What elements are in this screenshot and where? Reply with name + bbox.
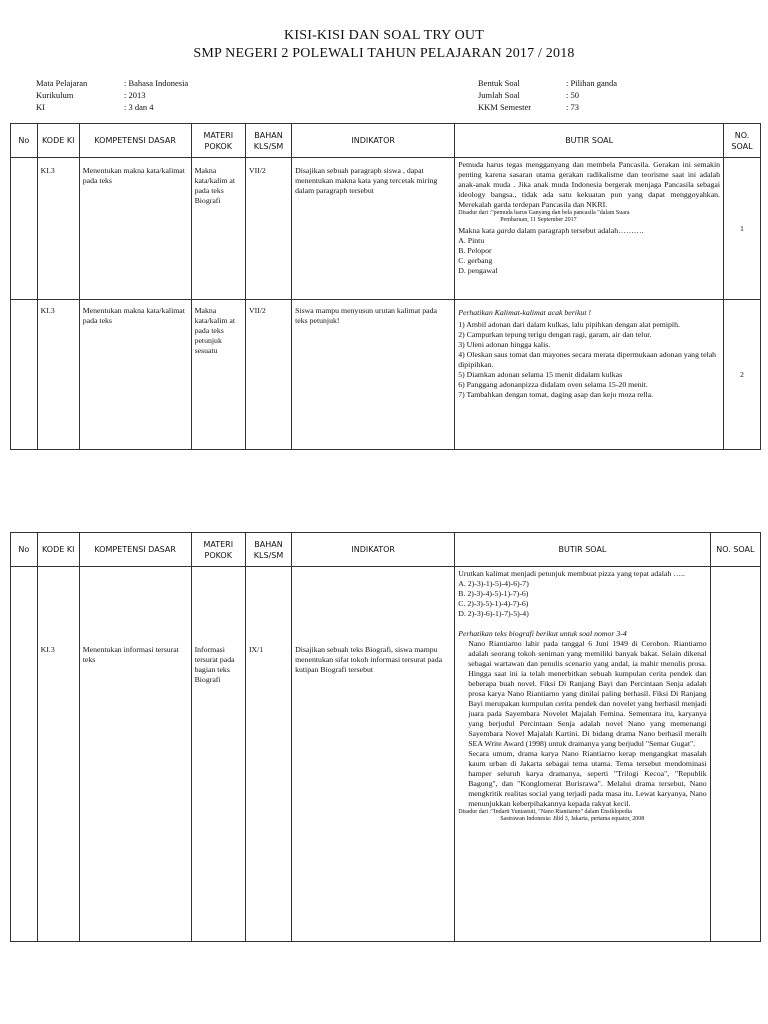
soal-source: Pembaruan, 11 September 2017	[500, 217, 577, 223]
kisi-table-2	[10, 532, 761, 942]
table-row	[11, 158, 761, 300]
step-item: 6) Panggang adonanpizza didalam oven selama 15-20 menit.	[458, 380, 648, 389]
cell-indikator: Siswa mampu menyusun urutan kalimat pada teks petunjuk!	[292, 300, 455, 450]
col-header: No	[11, 533, 38, 567]
meta-row	[478, 101, 617, 113]
col-header: NO. SOAL	[724, 124, 761, 158]
cell-bahan: VII/2	[245, 300, 291, 450]
cell-materi: Makna kata/kalim at pada teks petunjuk sesuatu	[191, 300, 245, 450]
meta-value: : Pilihan ganda	[566, 78, 617, 88]
meta-row	[36, 89, 188, 101]
col-header: INDIKATOR	[292, 533, 455, 567]
cell-materi: Informasi tersurat pada bagian teks Biografi	[191, 567, 245, 942]
cell-indikator: Disajikan sebuah paragraph siswa , dapat menentukan makna kata yang tercetak miring dalam paragraph tersebut	[292, 158, 455, 300]
meta-value: : 73	[566, 102, 579, 112]
meta-key: Mata Pelajaran	[36, 78, 88, 88]
meta-row	[36, 77, 188, 89]
document-title-1: KISI-KISI DAN SOAL TRY OUT	[284, 28, 484, 43]
step-item: 3) Uleni adonan hingga kalis.	[458, 340, 551, 349]
cell-no-soal: 1	[724, 158, 761, 300]
cell-butir-soal	[455, 158, 724, 300]
meta-key: Kurikulum	[36, 90, 74, 100]
meta-key: KKM Semester	[478, 102, 532, 112]
kisi-table-1	[10, 123, 761, 450]
col-header: MATERI POKOK	[191, 124, 245, 158]
option-item: B. 2)-3)-4)-5)-1)-7)-6)	[458, 589, 529, 598]
col-header: KOMPETENSI DASAR	[79, 533, 191, 567]
meta-value: : Bahasa Indonesia	[124, 78, 189, 88]
col-header: BUTIR SOAL	[455, 533, 710, 567]
step-item: 2) Campurkan tepung terigu dengan ragi, garam, air dan telur.	[458, 330, 652, 339]
cell-no-soal	[710, 567, 760, 942]
cell-bahan: IX/1	[245, 567, 291, 942]
col-header: BUTIR SOAL	[455, 124, 724, 158]
cell-no	[11, 158, 38, 300]
option-item: D. 2)-3)-6)-1)-7)-5)-4)	[458, 609, 529, 618]
option-item: B. Pelopor	[458, 246, 492, 255]
col-header: No	[11, 124, 38, 158]
cell-butir-soal	[455, 300, 724, 450]
col-header: BAHAN KLS/SM	[245, 533, 291, 567]
document-title-2: SMP NEGERI 2 POLEWALI TAHUN PELAJARAN 2017 / 2018	[193, 46, 575, 61]
cell-no	[11, 567, 38, 942]
cell-materi: Makna kata/kalim at pada teks Biografi	[191, 158, 245, 300]
cell-kompetensi: Menentukan makna kata/kalimat pada teks	[79, 158, 191, 300]
col-header: MATERI POKOK	[191, 533, 245, 567]
cell-no-soal: 2	[724, 300, 761, 450]
col-header: KOMPETENSI DASAR	[79, 124, 191, 158]
question-text: dalam paragraph tersebut adalah……….	[515, 226, 644, 235]
soal-heading: Perhatikan Kalimat-kalimat acak berikut !	[458, 308, 592, 317]
soal-question: Urutkan kalimat menjadi petunjuk membuat pizza yang tepat adalah …..	[458, 569, 685, 578]
meta-right	[478, 77, 617, 113]
soal-source: Disadur dari :"Indarti Yuniastuti, "Nano Riantiarno" dalam Ensiklopedia	[458, 809, 632, 815]
meta-row	[478, 89, 617, 101]
step-item: 5) Diamkan adonan selama 15 menit didalam kulkas	[458, 370, 623, 379]
cell-kode: KI.3	[37, 567, 79, 942]
soal-source: Sastrawan Indonesia: Jilid 3, Jakarta, pertama equator, 2008	[500, 816, 645, 822]
question-keyword: garda	[496, 226, 516, 235]
col-header: KODE KI	[37, 124, 79, 158]
meta-key: KI	[36, 102, 45, 112]
cell-butir-soal	[455, 567, 710, 942]
step-item: 4) Oleskan saus tomat dan mayones secara merata dipermukaan adonan yang telah dipipihkan.	[458, 350, 717, 369]
cell-kompetensi: Menentukan makna kata/kalimat pada teks	[79, 300, 191, 450]
cell-bahan: VII/2	[245, 158, 291, 300]
option-item: A. Pintu	[458, 236, 485, 245]
header-row	[11, 124, 761, 158]
col-header: NO. SOAL	[710, 533, 760, 567]
cell-kode: KI.3	[37, 300, 79, 450]
biografi-paragraph: Secara umum, drama karya Nano Riantiarno kerap mengangkat masalah kaum urban di Jakarta sebagai tema utama. Tema tersebut mendominasi hamper seluruh karya dramanya, seperti "Trilogi Kecoa", "Republik Bagong", dan "Konglomerat Burisrawa". Melalui drama tersebut, Nano mengkritik realitas social yang terjadi pada masa itu. Lewat karyanya, Nano menunjukkan keberpihakannya kepada rakyat kecil.	[468, 749, 707, 808]
step-item: 7) Tambahkan dengan tomat, daging asap dan keju moza rella.	[458, 390, 654, 399]
cell-indikator: Disajikan sebuah teks Biografi, siswa mampu menentukan sifat tokoh informasi tersurat pada kutipan Biografi tersebut	[292, 567, 455, 942]
cell-no	[11, 300, 38, 450]
option-item: A. 2)-3)-1)-5)-4)-6)-7)	[458, 579, 529, 588]
soal-heading: Perhatikan teks biografi berikut untuk soal nomor 3-4	[458, 629, 627, 638]
biografi-paragraph: Nano Riantiarno lahir pada tanggal 6 Juni 1949 di Cerobon. Riantiarno adalah seorang tokoh seniman yang memiliki banyak bakat. Selain dikenal sebagai wartawan dan penulis scenario yang andal, ia mahir menulis prosa. Hingga saat ini ia telah menerbitkan sebuah kumpulan cerita pendek dan beberapa buah novel. Fiksi Di Ranjang Bayi dan Percintaan Senja adalah prosa karya Nano Riantiarno yang dinilai paling berhasil. Fiksi Di Ranjang Bayi merupakan kumpulan cerita pendek dan novelet yang berhasil menjadi juara pada Sayembara Novelet Majalah Femina. Sementara itu, karyanya yang berjudul Percintaan Senja adalah novel Nano yang memenangi Sayembara Novel Majalah Kartini. Di bidang drama Nano berhasil meraih SEA Write Award (1998) untuk dramanya yang berjudul "Semar Gugat".	[468, 639, 707, 748]
soal-source: Disadur dari :"pemuda harus Ganyang dan bela pancasila "dalam Suara	[458, 210, 630, 216]
option-item: C. 2)-3)-5)-1)-4)-7)-6)	[458, 599, 529, 608]
meta-key: Bentuk Soal	[478, 78, 520, 88]
option-item: C. gerbang	[458, 256, 493, 265]
meta-value: : 2013	[124, 90, 146, 100]
meta-row	[36, 101, 188, 113]
step-item: 1) Ambil adonan dari dalam kulkas, lalu pipihkan dengan alat pemipih.	[458, 320, 680, 329]
soal-paragraph: Pemuda harus tegas mengganyang dan membela Pancasila. Gerakan ini semakin penting karena sasaran utama gerakan radikalisme dan teorisme saat ini adalah anak-anak muda . Jika anak muda Indonesia bergerak menjaga Pancasila sebagai ideology bangsa., tidak ada satu kekuatan pun yang dapat menggoyahkan. Merekalah garda terdepan Pancasila dan NKRI.	[458, 160, 721, 209]
col-header: INDIKATOR	[292, 124, 455, 158]
col-header: BAHAN KLS/SM	[245, 124, 291, 158]
option-item: D. pengawal	[458, 266, 498, 275]
meta-key: Jumlah Soal	[478, 90, 520, 100]
table-row	[11, 300, 761, 450]
col-header: KODE KI	[37, 533, 79, 567]
meta-value: : 3 dan 4	[124, 102, 154, 112]
cell-kode: KI.3	[37, 158, 79, 300]
table-row	[11, 567, 761, 942]
soal-question	[458, 226, 720, 236]
cell-kompetensi: Menentukan informasi tersurat teks	[79, 567, 191, 942]
meta-value: : 50	[566, 90, 579, 100]
meta-row	[478, 77, 617, 89]
meta-left	[36, 77, 188, 113]
question-text: Makna kata	[458, 226, 497, 235]
header-row	[11, 533, 761, 567]
